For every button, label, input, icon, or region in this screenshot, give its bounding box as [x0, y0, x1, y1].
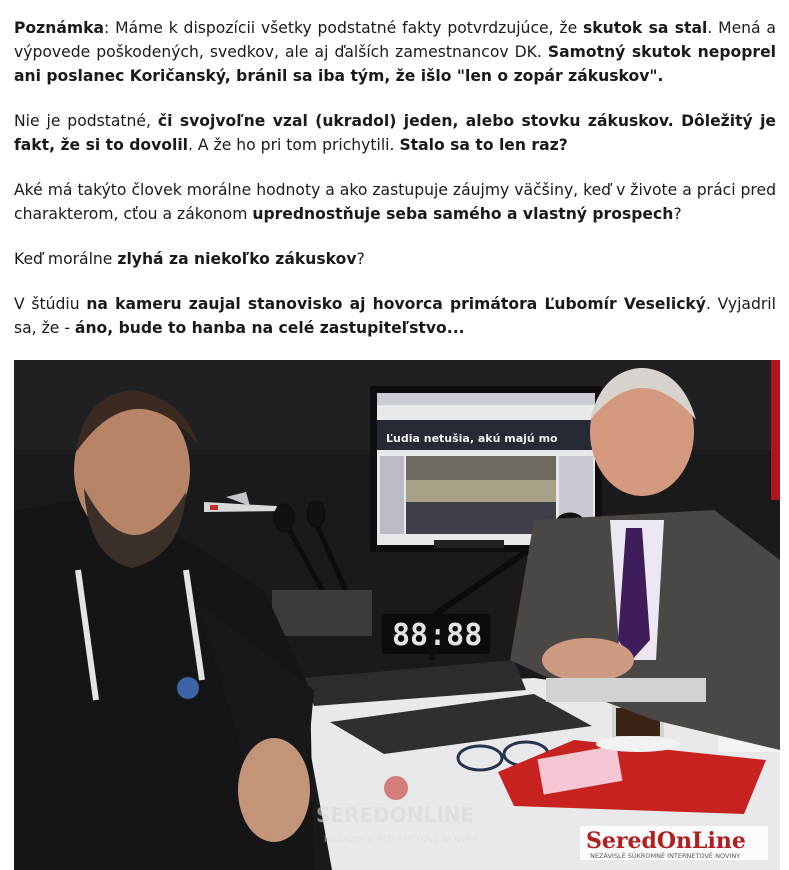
watermark-text: SEREDONLINE	[316, 803, 475, 827]
text: : Máme k dispozícii všetky podstatné fakty potvrdzujúce, že	[103, 19, 584, 37]
screen-headline: Ľudia netušia, akú majú mo	[386, 432, 558, 445]
emphasis: skutok sa stal	[583, 19, 708, 37]
paragraph-5	[14, 292, 776, 340]
seredonline-logo	[580, 826, 768, 860]
text: . Mená a výpovede poškodených, svedkov, ale aj ďalších zamestnancov DK.	[14, 19, 776, 61]
logo-subtext: NEZÁVISLÉ SÚKROMNÉ INTERNETOVÉ NOVINY	[590, 852, 741, 860]
text: . Vyjadril sa, že -	[14, 295, 776, 337]
studio-photo-illustration	[14, 360, 780, 870]
emphasis: Samotný skutok nepoprel ani poslanec Koričanský, bránil sa iba tým, že išlo "len o zopár zákuskov".	[14, 43, 776, 85]
text: ?	[673, 205, 682, 223]
logo-text: SeredOnLine	[586, 828, 746, 854]
audio-mixer	[272, 590, 372, 636]
emphasis: uprednostňuje seba samého a vlastný prospech	[252, 205, 674, 223]
emphasis: áno, bude to hanba na celé zastupiteľstvo...	[74, 319, 465, 337]
studio-photo	[14, 360, 780, 870]
clock-digits: 88:88	[392, 618, 483, 653]
watermark-subtext: NEZÁVISLÉ INTERNETOVÉ NOVINY	[324, 835, 478, 845]
paragraph-4	[14, 247, 776, 271]
emphasis: zlyhá za niekoľko zákuskov	[117, 250, 357, 268]
red-edge	[771, 360, 780, 500]
text: Nie je podstatné,	[14, 112, 158, 130]
paragraph-note	[14, 16, 776, 88]
text: . A že ho pri tom prichytili.	[188, 136, 400, 154]
text: V štúdiu	[14, 295, 87, 313]
article-text	[14, 16, 776, 361]
emphasis: či svojvoľne vzal (ukradol) jeden, alebo stovku zákuskov. Dôležitý je fakt, že si to dovolil	[14, 112, 776, 154]
text: Keď morálne	[14, 250, 118, 268]
emphasis: Stalo sa to len raz?	[399, 136, 568, 154]
paragraph-2	[14, 109, 776, 157]
emphasis: na kameru zaujal stanovisko aj hovorca primátora Ľubomír Veselický	[86, 295, 706, 313]
text: Aké má takýto človek morálne hodnoty a ako zastupuje záujmy väčšiny, keď v živote a práci pred charakterom, cťou a zákonom	[14, 181, 776, 223]
text: ?	[356, 250, 365, 268]
paragraph-3	[14, 178, 776, 226]
note-label: Poznámka	[14, 19, 104, 37]
